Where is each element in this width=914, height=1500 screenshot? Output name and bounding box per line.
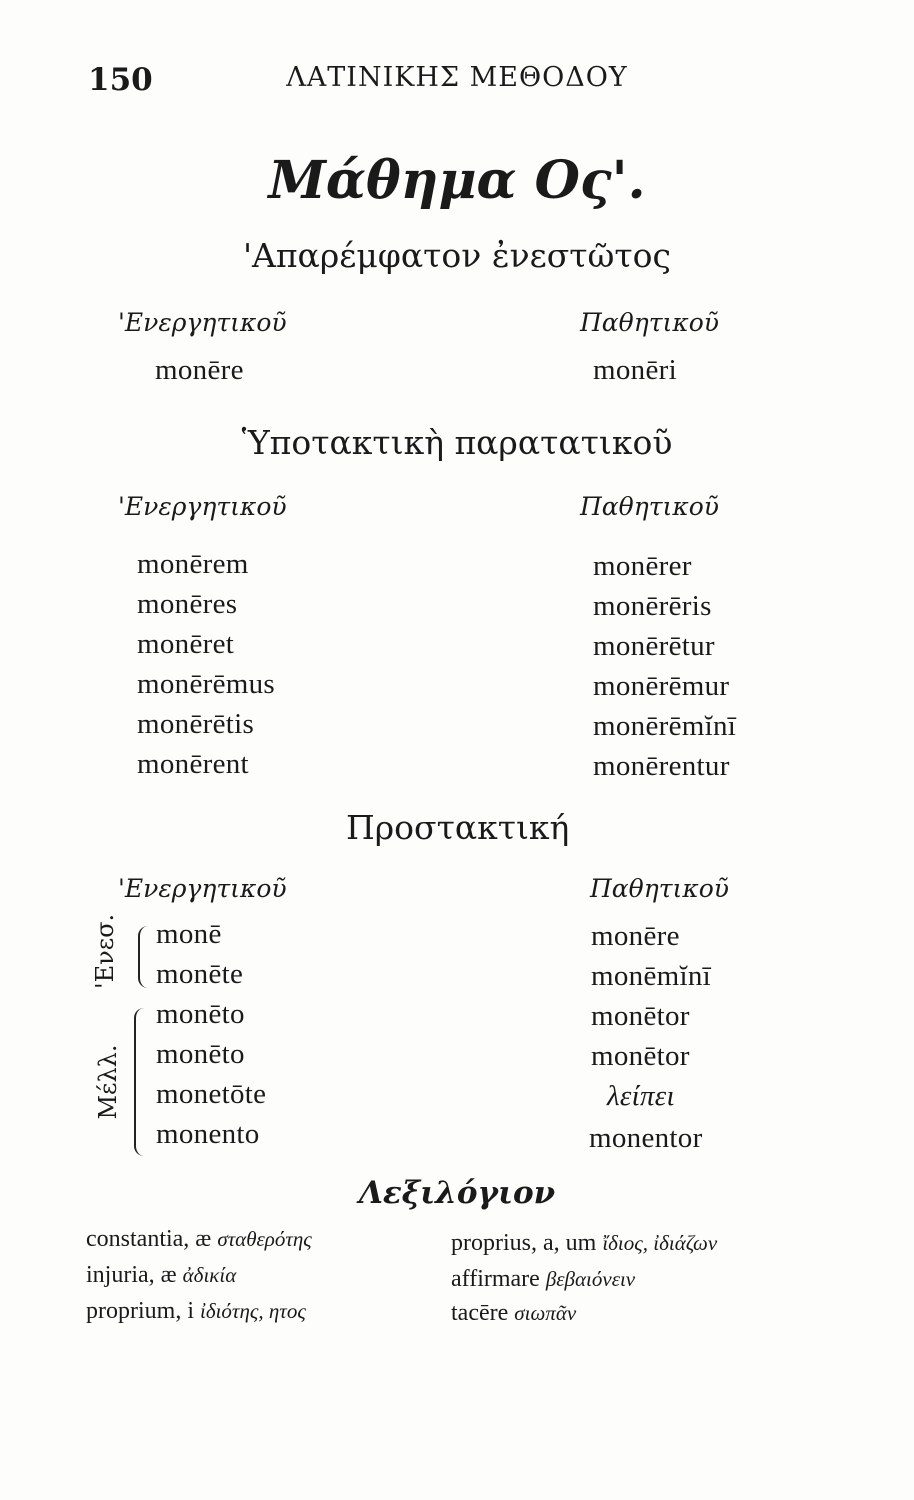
subjunctive-active-form: monērēmus: [137, 668, 276, 700]
imperative-passive-form: monentor: [589, 1122, 703, 1154]
vocab-greek: σιωπᾶν: [514, 1301, 577, 1325]
vocab-latin: tacēre: [451, 1300, 509, 1326]
future-tense-label: Μέλλ.: [94, 1044, 122, 1120]
future-brace: [134, 1008, 144, 1156]
subjunctive-active-form: monēres: [137, 588, 238, 620]
vocab-latin: proprius, a, um: [451, 1230, 597, 1256]
imperative-passive-label: Παθητικοῦ: [590, 874, 729, 903]
vocabulary-heading: Λεξιλόγιον: [358, 1175, 556, 1211]
vocab-greek: ἰδιότης, ητος: [200, 1299, 306, 1323]
present-tense-label: 'Ενεσ.: [91, 913, 119, 989]
subjunctive-active-label: 'Ενεργητικοῦ: [118, 492, 287, 521]
lesson-title: Μάθημα Ος'.: [268, 150, 646, 211]
imperative-passive-form: λείπει: [607, 1080, 675, 1112]
vocab-entry: [451, 1230, 717, 1257]
page-number: 150: [88, 62, 153, 98]
vocab-entry: [86, 1298, 306, 1325]
vocab-greek: σταθερότης: [217, 1227, 312, 1251]
present-brace: [138, 926, 148, 988]
infinitive-passive-form: monēri: [593, 354, 677, 386]
vocab-entry: [86, 1226, 312, 1253]
vocab-latin: proprium, i: [86, 1298, 194, 1324]
imperative-passive-form: monētor: [591, 1040, 690, 1072]
imperative-active-form: monēto: [156, 998, 245, 1030]
subjunctive-heading: Ὑποτακτικὴ παρατατικοῦ: [241, 423, 673, 462]
subjunctive-passive-form: monērer: [593, 550, 692, 582]
subjunctive-active-form: monērētis: [137, 708, 255, 740]
subjunctive-active-form: monērent: [137, 748, 249, 780]
imperative-active-form: monēte: [156, 958, 244, 990]
vocab-entry: [86, 1262, 236, 1289]
vocab-latin: injuria, æ: [86, 1262, 177, 1288]
vocab-greek: ἴδιος, ἰδιάζων: [602, 1231, 718, 1255]
infinitive-heading: 'Απαρέμφατον ἐνεστῶτος: [242, 236, 672, 275]
vocab-greek: βεβαιόνειν: [545, 1267, 636, 1291]
vocab-entry: [451, 1300, 576, 1327]
subjunctive-active-form: monērem: [137, 548, 249, 580]
subjunctive-passive-form: monērēmĭnī: [593, 710, 737, 742]
subjunctive-active-form: monēret: [137, 628, 235, 660]
imperative-active-form: monetōte: [156, 1078, 267, 1110]
imperative-active-form: monēto: [156, 1038, 245, 1070]
imperative-active-form: monento: [156, 1118, 260, 1150]
imperative-heading: Προστακτική: [346, 808, 570, 847]
subjunctive-passive-form: monērēris: [593, 590, 712, 622]
running-title: ΛΑΤΙΝΙΚΗΣ ΜΕΘΟΔΟΥ: [286, 62, 628, 93]
vocab-entry: [451, 1266, 635, 1293]
vocab-greek: ἀδικία: [182, 1263, 237, 1287]
imperative-passive-form: monētor: [591, 1000, 690, 1032]
imperative-active-label: 'Ενεργητικοῦ: [118, 874, 287, 903]
subjunctive-passive-label: Παθητικοῦ: [580, 492, 719, 521]
subjunctive-passive-form: monērentur: [593, 750, 730, 782]
infinitive-passive-label: Παθητικοῦ: [580, 308, 719, 337]
infinitive-active-label: 'Ενεργητικοῦ: [118, 308, 287, 337]
vocab-latin: constantia, æ: [86, 1226, 212, 1252]
infinitive-active-form: monēre: [155, 354, 244, 386]
subjunctive-passive-form: monērēmur: [593, 670, 730, 702]
imperative-passive-form: monēmĭnī: [591, 960, 711, 992]
subjunctive-passive-form: monērētur: [593, 630, 715, 662]
vocab-latin: affirmare: [451, 1266, 540, 1292]
imperative-passive-form: monēre: [591, 920, 680, 952]
imperative-active-form: monē: [156, 918, 222, 950]
